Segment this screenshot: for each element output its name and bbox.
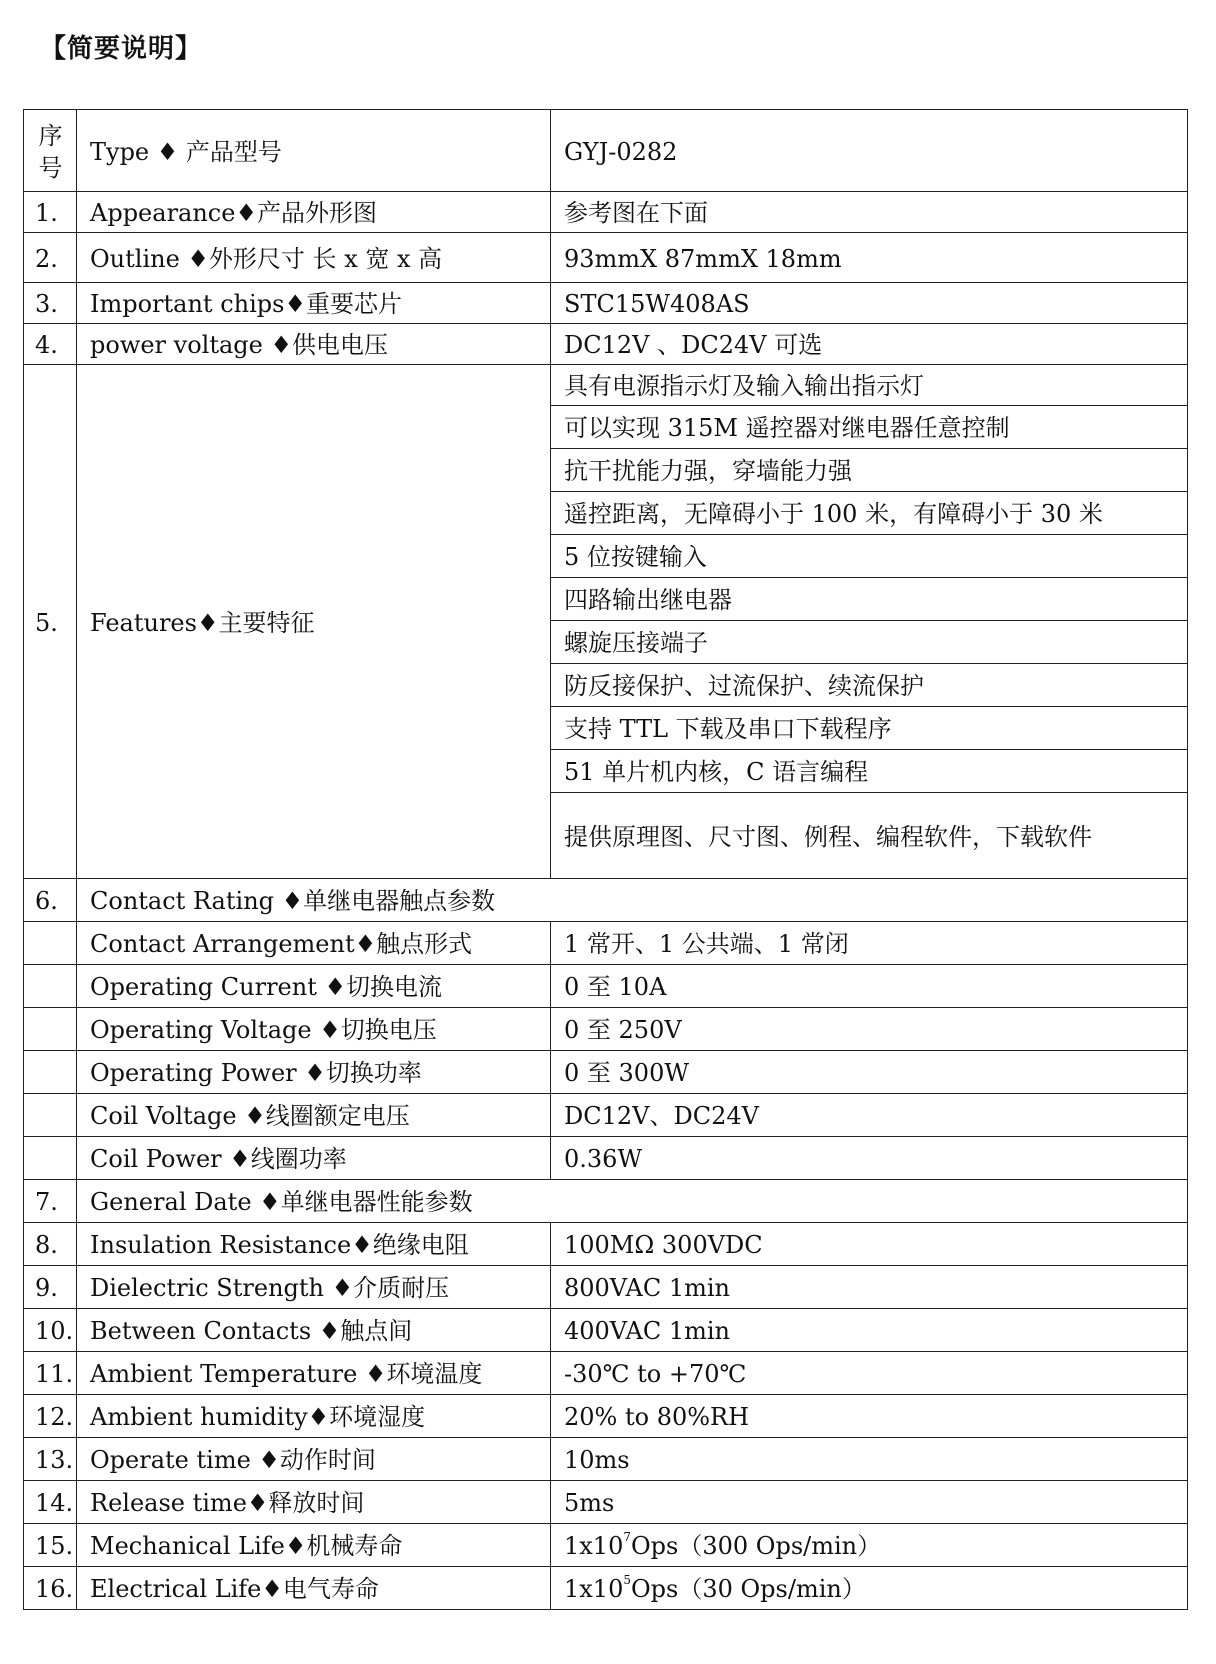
value-rest: Ops（30 Ops/min） — [630, 1575, 866, 1603]
row-label: Operating Current ♦切换电流 — [77, 965, 551, 1008]
row-value: 1 常开、1 公共端、1 常闭 — [551, 922, 1188, 965]
feature-item: 5 位按键输入 — [551, 535, 1188, 578]
table-row — [24, 192, 1188, 233]
table-row — [24, 1008, 1188, 1051]
table-row — [24, 1481, 1188, 1524]
row-number: 12. — [24, 1395, 77, 1438]
table-row — [24, 1395, 1188, 1438]
feature-item: 抗干扰能力强，穿墙能力强 — [551, 449, 1188, 492]
row-value: DC12V、DC24V — [551, 1094, 1188, 1137]
type-label: Type ♦ 产品型号 — [77, 110, 551, 192]
row-value: 93mmX 87mmX 18mm — [551, 233, 1188, 283]
features-label: Features♦主要特征 — [77, 365, 551, 879]
table-row — [24, 1567, 1188, 1610]
row-value: 10ms — [551, 1438, 1188, 1481]
row-number: 4. — [24, 324, 77, 365]
row-label: Between Contacts ♦触点间 — [77, 1309, 551, 1352]
seq-header-line1: 序 — [38, 121, 63, 150]
feature-item: 51 单片机内核，C 语言编程 — [551, 750, 1188, 793]
value-base: 1x10 — [564, 1575, 624, 1603]
seq-header-line2: 号 — [38, 153, 63, 182]
table-row — [24, 1309, 1188, 1352]
row-number: 3. — [24, 283, 77, 324]
row-number: 14. — [24, 1481, 77, 1524]
table-row — [24, 1438, 1188, 1481]
row-value: 0.36W — [551, 1137, 1188, 1180]
section-label: General Date ♦单继电器性能参数 — [77, 1180, 1188, 1223]
row-label: Operate time ♦动作时间 — [77, 1438, 551, 1481]
table-row — [24, 233, 1188, 283]
row-number: 6. — [24, 879, 77, 922]
row-number: 9. — [24, 1266, 77, 1309]
row-label: Electrical Life♦电气寿命 — [77, 1567, 551, 1610]
feature-item: 螺旋压接端子 — [551, 621, 1188, 664]
row-label: Coil Voltage ♦线圈额定电压 — [77, 1094, 551, 1137]
row-number — [24, 1051, 77, 1094]
row-value: 5ms — [551, 1481, 1188, 1524]
feature-item: 支持 TTL 下载及串口下载程序 — [551, 707, 1188, 750]
row-value: 20% to 80%RH — [551, 1395, 1188, 1438]
row-value: 0 至 250V — [551, 1008, 1188, 1051]
feature-item: 遥控距离，无障碍小于 100 米，有障碍小于 30 米 — [551, 492, 1188, 535]
value-rest: Ops（300 Ops/min） — [630, 1532, 882, 1560]
table-row — [24, 922, 1188, 965]
table-row — [24, 1266, 1188, 1309]
row-label: Dielectric Strength ♦介质耐压 — [77, 1266, 551, 1309]
table-row — [24, 324, 1188, 365]
value-exponent: 5 — [623, 1573, 631, 1587]
row-number: 1. — [24, 192, 77, 233]
row-label: Contact Arrangement♦触点形式 — [77, 922, 551, 965]
table-row — [24, 1524, 1188, 1567]
table-row — [24, 1223, 1188, 1266]
feature-item: 提供原理图、尺寸图、例程、编程软件，下载软件 — [551, 793, 1188, 879]
row-number — [24, 1137, 77, 1180]
feature-item: 可以实现 315M 遥控器对继电器任意控制 — [551, 406, 1188, 449]
row-value: STC15W408AS — [551, 283, 1188, 324]
table-row — [24, 1352, 1188, 1395]
section-row — [24, 1180, 1188, 1223]
row-number: 7. — [24, 1180, 77, 1223]
section-label: Contact Rating ♦单继电器触点参数 — [77, 879, 1188, 922]
row-value: 400VAC 1min — [551, 1309, 1188, 1352]
row-value: 100MΩ 300VDC — [551, 1223, 1188, 1266]
row-label: Mechanical Life♦机械寿命 — [77, 1524, 551, 1567]
row-number — [24, 1094, 77, 1137]
table-row — [24, 965, 1188, 1008]
type-value: GYJ-0282 — [551, 110, 1188, 192]
row-label: power voltage ♦供电电压 — [77, 324, 551, 365]
row-number: 16. — [24, 1567, 77, 1610]
value-exponent: 7 — [623, 1530, 631, 1544]
feature-item: 防反接保护、过流保护、续流保护 — [551, 664, 1188, 707]
row-number: 11. — [24, 1352, 77, 1395]
row-label: Appearance♦产品外形图 — [77, 192, 551, 233]
row-label: Outline ♦外形尺寸 长 x 宽 x 高 — [77, 233, 551, 283]
feature-item: 四路输出继电器 — [551, 578, 1188, 621]
row-number — [24, 922, 77, 965]
row-value: 0 至 10A — [551, 965, 1188, 1008]
row-label: Operating Power ♦切换功率 — [77, 1051, 551, 1094]
spec-table — [23, 109, 1188, 1610]
row-value: 参考图在下面 — [551, 192, 1188, 233]
row-number: 15. — [24, 1524, 77, 1567]
row-label: Ambient humidity♦环境湿度 — [77, 1395, 551, 1438]
table-row — [24, 283, 1188, 324]
row-value: -30℃ to +70℃ — [551, 1352, 1188, 1395]
row-number: 8. — [24, 1223, 77, 1266]
row-number: 10. — [24, 1309, 77, 1352]
row-value: 0 至 300W — [551, 1051, 1188, 1094]
row-number — [24, 965, 77, 1008]
table-row — [24, 1137, 1188, 1180]
table-header-row — [24, 110, 1188, 192]
row-label: Important chips♦重要芯片 — [77, 283, 551, 324]
row-number: 13. — [24, 1438, 77, 1481]
row-value — [551, 1524, 1188, 1567]
row-number: 2. — [24, 233, 77, 283]
seq-header-cell — [24, 110, 77, 192]
value-base: 1x10 — [564, 1532, 624, 1560]
feature-item: 具有电源指示灯及输入输出指示灯 — [551, 365, 1188, 406]
row-value: 800VAC 1min — [551, 1266, 1188, 1309]
row-label: Release time♦释放时间 — [77, 1481, 551, 1524]
row-value: DC12V 、DC24V 可选 — [551, 324, 1188, 365]
table-row — [24, 1051, 1188, 1094]
table-row — [24, 1094, 1188, 1137]
features-number: 5. — [24, 365, 77, 879]
row-label: Operating Voltage ♦切换电压 — [77, 1008, 551, 1051]
section-row — [24, 879, 1188, 922]
features-row — [24, 365, 1188, 406]
page-heading: 【简要说明】 — [40, 34, 203, 64]
row-label: Ambient Temperature ♦环境温度 — [77, 1352, 551, 1395]
row-label: Insulation Resistance♦绝缘电阻 — [77, 1223, 551, 1266]
row-label: Coil Power ♦线圈功率 — [77, 1137, 551, 1180]
row-value — [551, 1567, 1188, 1610]
row-number — [24, 1008, 77, 1051]
